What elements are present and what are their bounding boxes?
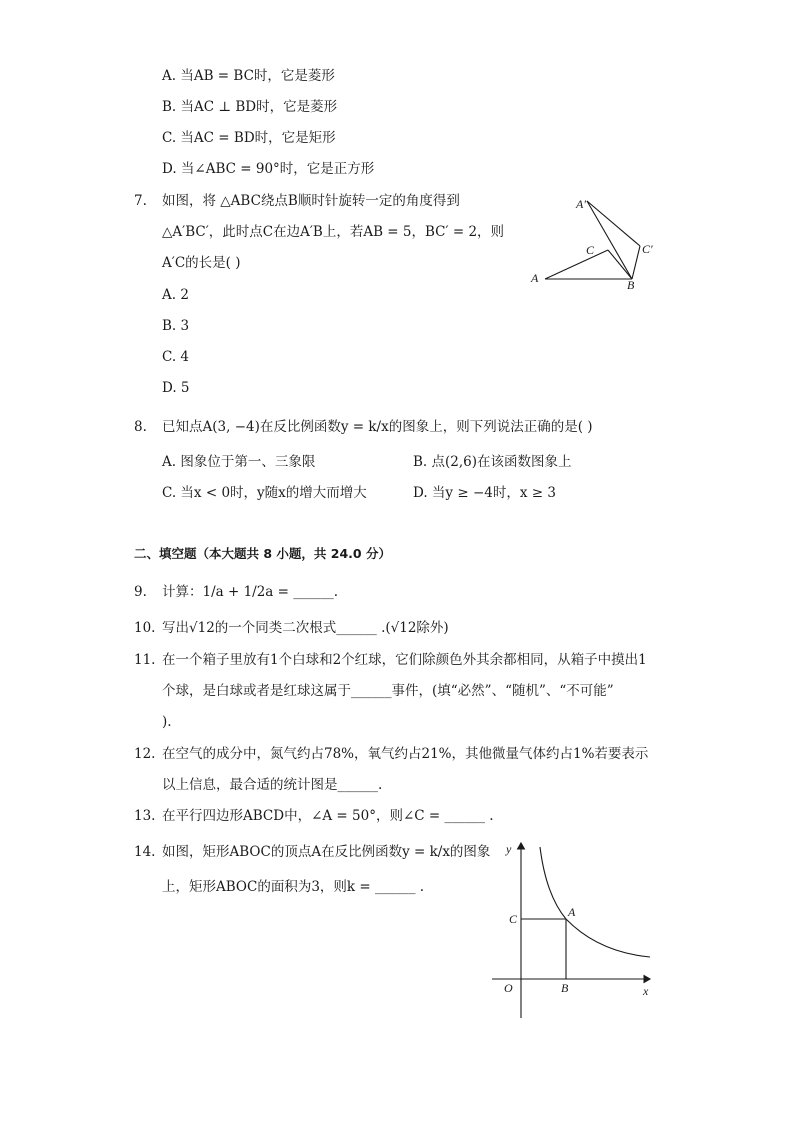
q6-option-d: D. 当∠ABC = 90°时，它是正方形 xyxy=(162,161,375,177)
q11-number: 11. xyxy=(134,652,156,668)
q7-option-d: D. 5 xyxy=(162,380,190,396)
segment-c-prime-b xyxy=(632,246,640,279)
q13-text: 在平行四边形ABCD中，∠A = 50°，则∠C = ______ . xyxy=(162,808,494,824)
q7-triangle-figure xyxy=(520,190,670,295)
q12-line1: 在空气的成分中，氮气约占78%，氧气约占21%，其他微量气体约占1%若要表示 xyxy=(162,746,649,762)
q10-text: 写出√12的一个同类二次根式______ .(√12除外) xyxy=(162,620,449,636)
q7-option-a: A. 2 xyxy=(162,287,189,303)
q7-stem-line2: △A′BC′，此时点C在边A′B上，若AB = 5，BC′ = 2，则 xyxy=(162,224,505,240)
q10-number: 10. xyxy=(134,620,156,636)
segment-cb xyxy=(608,250,632,279)
q12-line2: 以上信息，最合适的统计图是______. xyxy=(162,777,383,793)
label-c: C xyxy=(586,243,595,257)
q7-option-b: B. 3 xyxy=(162,318,190,334)
q8-option-d: D. 当y ≥ −4时，x ≥ 3 xyxy=(413,485,556,501)
q7-number: 7. xyxy=(134,193,147,209)
q6-option-b: B. 当AC ⊥ BD时，它是菱形 xyxy=(162,99,338,115)
segment-ac xyxy=(545,250,608,279)
q7-stem-line3: A′C的长是( ) xyxy=(162,255,241,271)
q12-number: 12. xyxy=(134,746,156,762)
q8-stem: 已知点A(3, −4)在反比例函数y = k/x的图象上，则下列说法正确的是( ) xyxy=(162,419,593,435)
label-b: B xyxy=(627,278,635,292)
q11-line3: ). xyxy=(162,714,172,730)
q9-text: 计算：1/a + 1/2a = ______. xyxy=(162,584,339,600)
label-c: C xyxy=(509,912,518,926)
label-a: A xyxy=(531,271,539,285)
q13-number: 13. xyxy=(134,808,156,824)
q14-hyperbola-figure xyxy=(488,835,668,1025)
q8-number: 8. xyxy=(134,419,147,435)
label-a-prime: A′ xyxy=(576,197,586,211)
q11-line2: 个球，是白球或者是红球这属于______事件，(填“必然”、“随机”、“不可能” xyxy=(162,683,614,699)
label-b: B xyxy=(561,981,569,995)
q9-number: 9. xyxy=(134,584,147,600)
label-c-prime: C′ xyxy=(642,242,653,256)
q7-stem-line1: 如图，将 △ABC绕点B顺时针旋转一定的角度得到 xyxy=(162,193,460,209)
q8-option-c: C. 当x < 0时，y随x的增大而增大 xyxy=(162,485,367,501)
section-heading: 二、填空题（本大题共 8 小题，共 24.0 分） xyxy=(134,546,391,561)
label-o: O xyxy=(504,981,513,995)
q6-option-c: C. 当AC = BD时，它是矩形 xyxy=(162,130,336,146)
label-x: x xyxy=(643,984,649,998)
q6-option-a: A. 当AB = BC时，它是菱形 xyxy=(162,68,335,84)
q14-number: 14. xyxy=(134,844,156,860)
q7-option-c: C. 4 xyxy=(162,349,190,365)
segment-a-prime-c-prime xyxy=(587,201,640,246)
segment-a-prime-b xyxy=(587,201,632,279)
q11-line1: 在一个箱子里放有1个白球和2个红球，它们除颜色外其余都相同，从箱子中摸出1 xyxy=(162,652,647,668)
hyperbola-curve xyxy=(540,847,650,957)
q8-option-b: B. 点(2,6)在该函数图象上 xyxy=(413,454,572,470)
q14-line2: 上，矩形ABOC的面积为3，则k = ______ . xyxy=(162,879,425,895)
q14-line1: 如图，矩形ABOC的顶点A在反比例函数y = k/x的图象 xyxy=(162,844,491,860)
label-y: y xyxy=(506,842,512,856)
q8-option-a: A. 图象位于第一、三象限 xyxy=(162,454,316,470)
label-a: A xyxy=(568,905,576,919)
